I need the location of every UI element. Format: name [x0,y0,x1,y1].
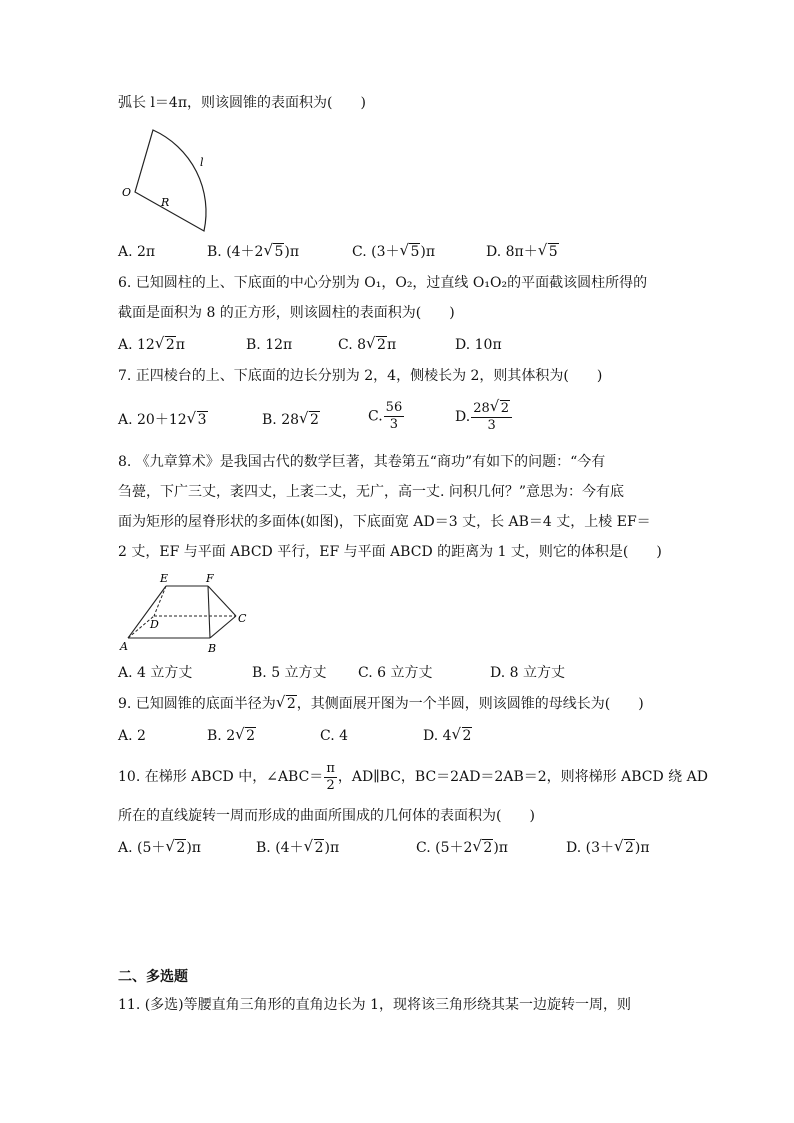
q10-line2: 所在的直线旋转一周而形成的曲面所围成的几何体的表面积为( ) [118,808,535,824]
q5-option-d[interactable]: D. 8π＋√ 5 [486,242,559,262]
q11-stem: 11. (多选)等腰直角三角形的直角边长为 1，现将该三角形绕其某一边旋转一周，则 [118,997,631,1013]
q6-line2: 截面是面积为 8 的正方形，则该圆柱的表面积为( ) [118,305,455,321]
q7-option-b[interactable]: B. 28√ 2 [262,410,320,430]
q5-stem: 弧长 l＝4π，则该圆锥的表面积为( ) [118,95,366,111]
label-b: B [208,642,217,654]
q9-option-b[interactable]: B. 2√ 2 [207,726,256,746]
q7-option-c[interactable]: C. $\frac{56}{3}$ [368,400,403,432]
q9-stem: 9. 已知圆锥的底面半径为√ 2，其侧面展开图为一个半圆，则该圆锥的母线长为( ) [118,694,644,714]
q10-option-c[interactable]: C. (5＋2√ 2)π [416,838,508,858]
q8-option-b[interactable]: B. 5 立方丈 [252,665,327,681]
q8-option-c[interactable]: C. 6 立方丈 [358,665,433,681]
q6-option-b[interactable]: B. 12π [246,337,293,353]
q9-option-a[interactable]: A. 2 [118,728,146,744]
q10-option-a[interactable]: A. (5＋√ 2)π [118,838,201,858]
q5-option-c[interactable]: C. (3＋√ 5)π [352,242,435,262]
q5-option-b[interactable]: B. (4＋2√ 5)π [207,242,299,262]
q8-option-d[interactable]: D. 8 立方丈 [490,665,565,681]
q10-stem: 10. 在梯形 ABCD 中，∠ABC＝ $\frac{\pi}{2}$ ，AD∥BC，BC＝2AD＝2AB＝2，则将梯形 ABCD 绕 AD [118,760,708,793]
fraction: $\frac{\pi}{2}$ [326,760,335,793]
q6-line1: 6. 已知圆柱的上、下底面的中心分别为 O₁，O₂，过直线 O₁O₂的平面截该圆柱所得的 [118,275,648,291]
q5-option-a[interactable]: A. 2π [118,244,156,260]
q8-line3: 面为矩形的屋脊形状的多面体(如图)，下底面宽 AD＝3 丈，长 AB＝4 丈，上棱 EF＝ [118,514,651,530]
section-heading: 二、多选题 [118,969,188,985]
q6-option-d[interactable]: D. 10π [455,337,502,353]
label-f: F [206,572,214,585]
q8-line4: 2 丈，EF 与平面 ABCD 平行，EF 与平面 ABCD 的距离为 1 丈，则它的体积是( ) [118,544,662,560]
q6-option-a[interactable]: A. 12√ 2π [118,335,185,355]
q7-option-d[interactable]: D. $\frac{28√ 2}{3}$ [455,400,513,434]
label-e: E [160,572,169,585]
q7-stem: 7. 正四棱台的上、下底面的边长分别为 2，4，侧棱长为 2，则其体积为( ) [118,368,603,384]
label-l: l [200,156,204,169]
label-r: R [161,196,170,209]
sector-figure [118,120,228,235]
label-a: A [120,640,128,653]
fraction: $\frac{28√ 2}{3}$ [471,400,512,434]
q6-option-c[interactable]: C. 8√ 2π [338,335,396,355]
q9-option-c[interactable]: C. 4 [320,728,349,744]
q7-option-a[interactable]: A. 20＋12√ 3 [118,410,208,430]
q10-option-d[interactable]: D. (3＋√ 2)π [566,838,650,858]
q8-option-a[interactable]: A. 4 立方丈 [118,665,193,681]
q8-line1: 8. 《九章算术》是我国古代的数学巨著，其卷第五“商功”有如下的问题：“今有 [118,454,606,470]
polyhedron-figure [118,572,258,654]
q8-line2: 刍甍，下广三丈，袤四丈，上袤二丈，无广，高一丈. 问积几何？”意思为：今有底 [118,484,625,500]
fraction: $\frac{56}{3}$ [385,400,403,432]
label-c: C [238,612,247,625]
q10-option-b[interactable]: B. (4＋√ 2)π [256,838,339,858]
label-o: O [122,186,132,199]
q9-option-d[interactable]: D. 4√ 2 [423,726,472,746]
label-d: D [150,618,159,631]
